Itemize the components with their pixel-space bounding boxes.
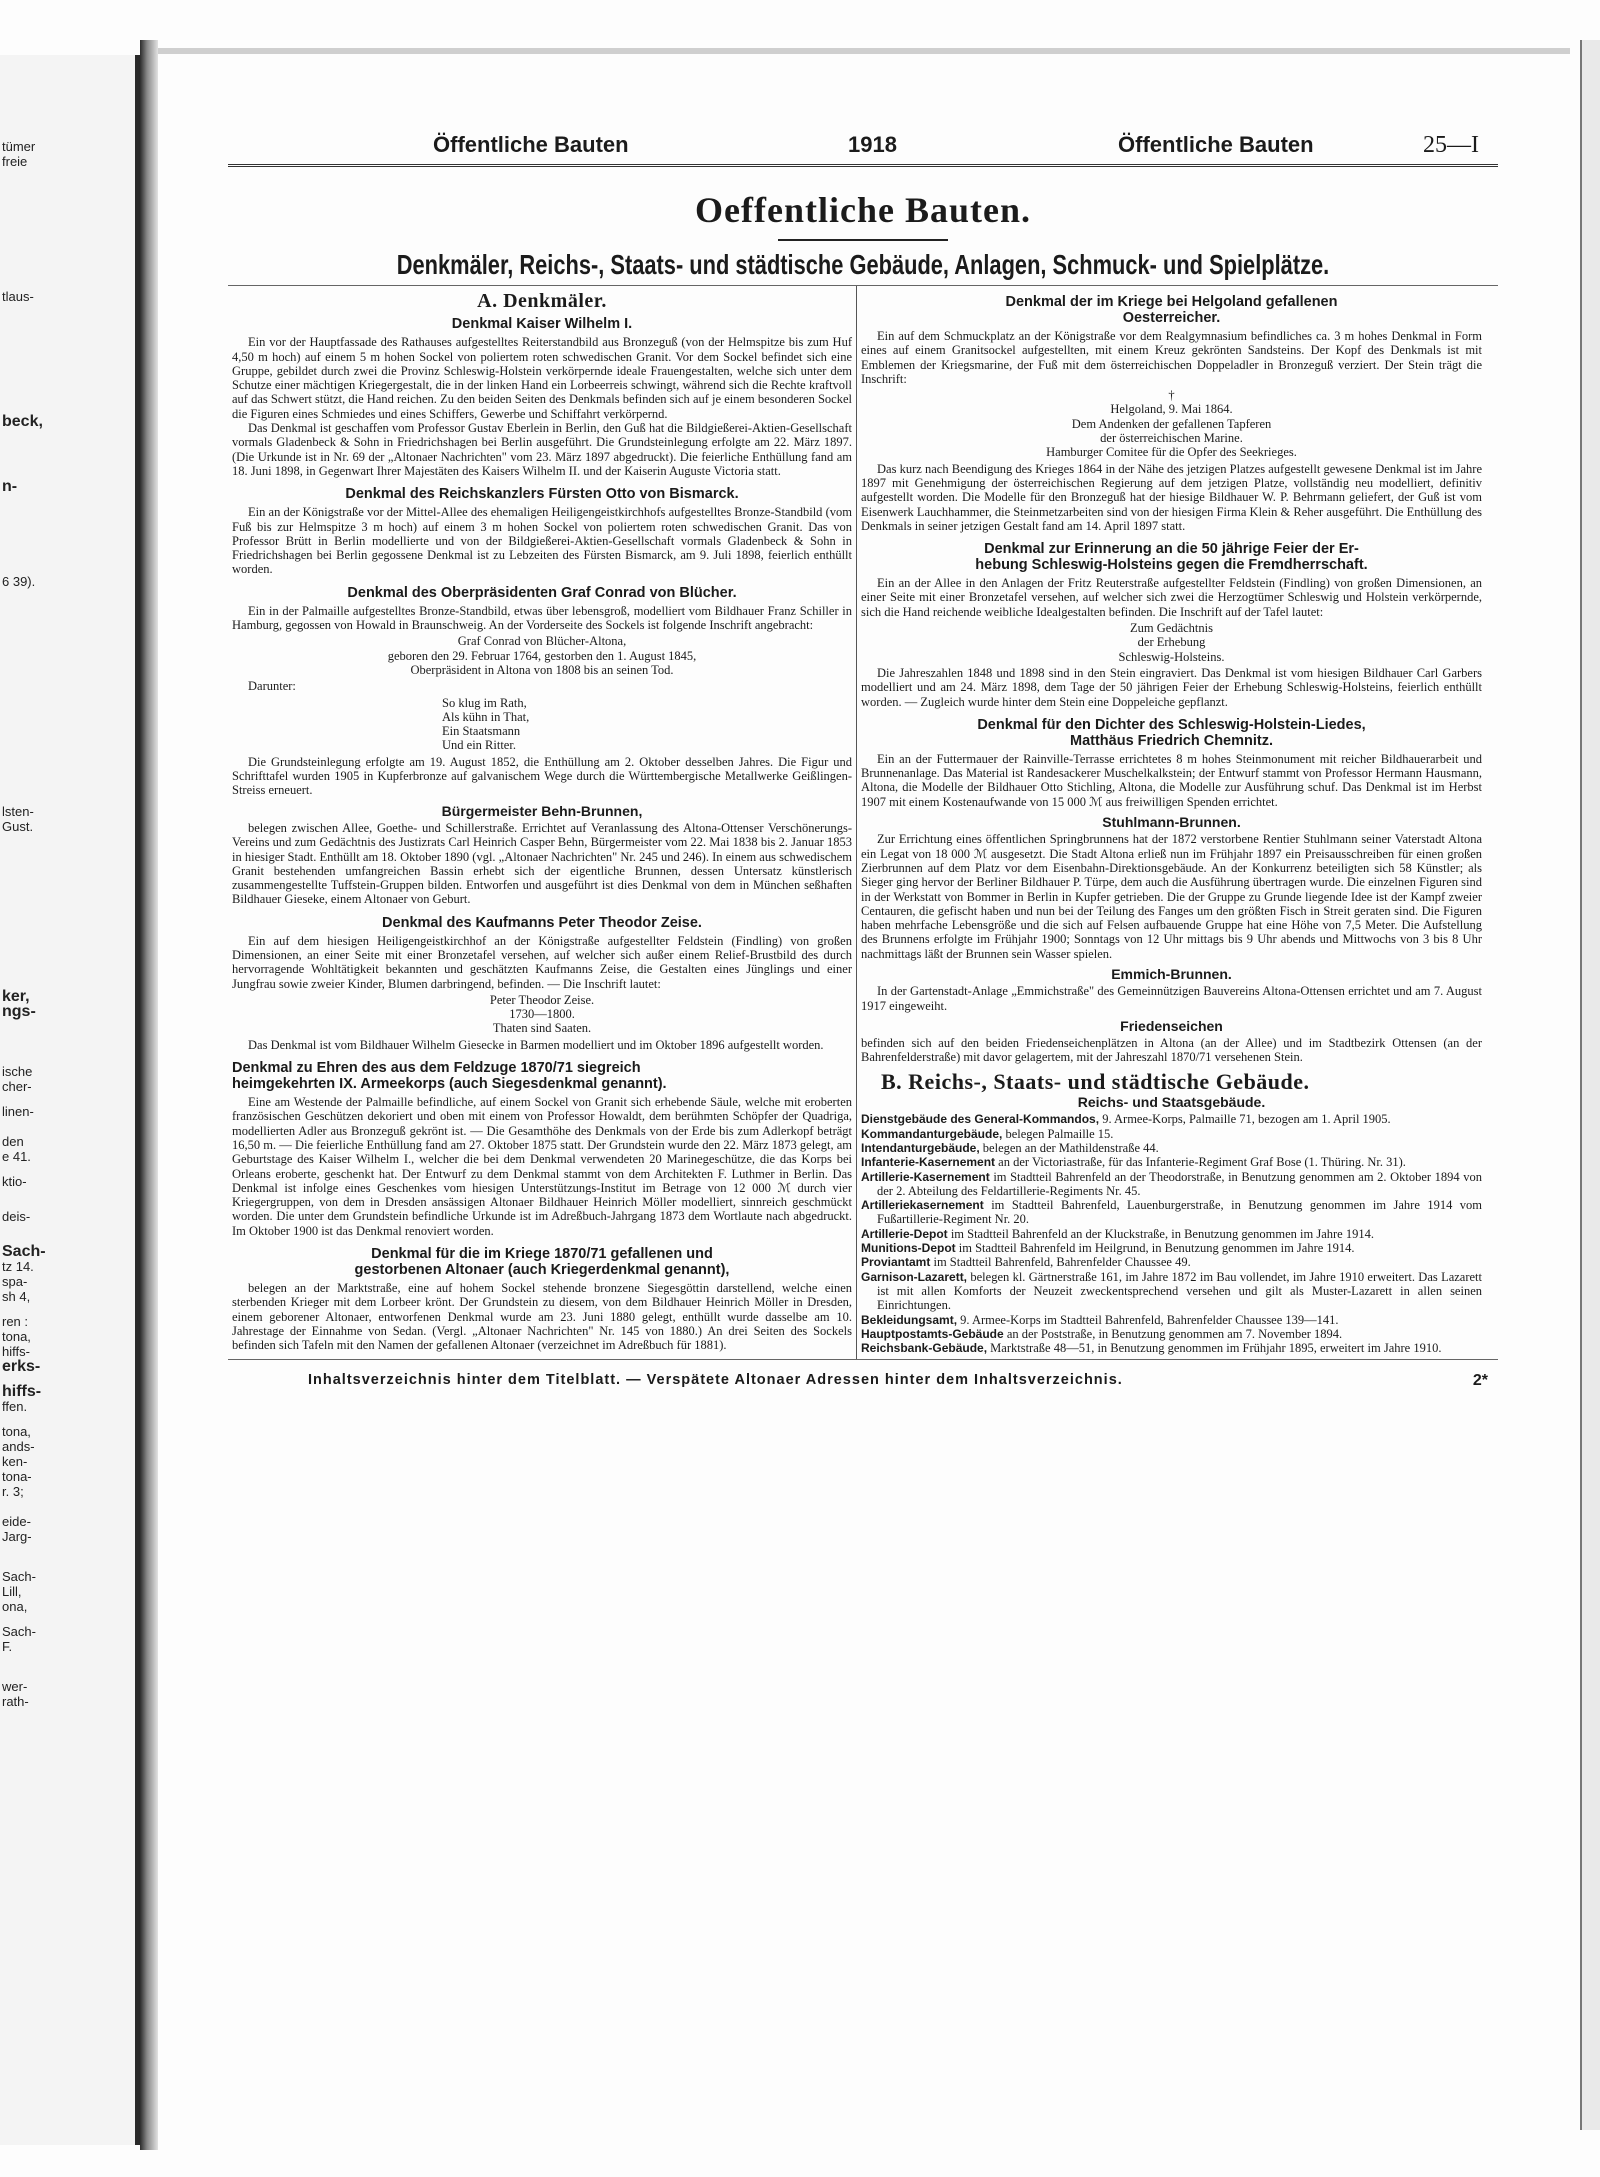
running-header	[228, 120, 1498, 167]
page-number: 25—I	[1423, 132, 1479, 158]
margin-fragment: n-	[2, 478, 18, 495]
page-title: Oeffentliche Bauten.	[695, 190, 1031, 230]
entry-name: Proviantamt	[861, 1255, 931, 1270]
paragraph: Ein in der Palmaille aufgestelltes Bronze-Standbild, etwas über lebensgroß, modelliert vom Bildhauer Franz Schiller in Hamburg, gegossen von Howald in Braunschweig. An der Vorderseite des Sockels ist folgende Inschrift angebracht:	[232, 603, 852, 633]
entry-text: belegen an der Mathildenstraße 44.	[982, 1140, 1159, 1155]
margin-fragment: ona,	[2, 1599, 28, 1614]
entry-text: im Stadtteil Bahrenfeld an der Theodorstraße, in Benutzung genommen am 2. Oktober 1894 von der 2. Abteilung des Feldartillerie-Regiments Nr. 45.	[877, 1169, 1482, 1198]
article-heading: Denkmal des Oberpräsidenten Graf Conrad von Blücher.	[347, 584, 737, 601]
page-edge	[1580, 40, 1600, 2130]
paragraph: Zur Errichtung eines öffentlichen Springbrunnens hat der 1872 verstorbene Rentier Stuhlmann seiner Vaterstadt Altona ein Legat von 18 000 ℳ ausgesetzt. Die Stadt Altona erließ nun im Frühjahr 1897 ein Preisausschreiben für einen großen Zierbrunnen auf dem Platz vor dem Eisenbahn-Direktionsgebäude. An der Konkurrenz beteiligten sich 58 Künstler; als Sieger ging hervor der Berliner Bildhauer P. Türpe, dem auch die Ausführung übertragen wurde. Die einzelnen Figuren sind in der Werkstatt von Bommer in Berlin in Kupfer getrieben. Die der Gruppe zu Grunde liegende Idee ist der Kampf zweier Centauren, die gefischt haben und nun bei der Teilung des Fanges um den größten Fisch in Streit geraten sind. Die Figuren haben mehrfache Lebensgröße und die sich auf Felsen aufbauende Gruppe hat eine Höhe von 7,5 Meter. Die Aufstellung des Brunnens erfolgte im Frühjahr 1900; Sonntags von 12 Uhr mittags bis 9 Uhr abends und Mittwochs von 3 bis 8 Uhr nachmittags läßt der Brunnen sein Wasser spielen.	[861, 832, 1482, 961]
list-item	[861, 1341, 1482, 1355]
margin-fragment: erks-	[2, 1358, 41, 1375]
paragraph: Ein auf dem hiesigen Heiligengeistkirchhof an der Königstraße aufgestellter Feldstein (Findling) von großen Dimensionen, an einer Seite mit einer Bronzetafel versehen, auf welcher sich außer einem Relief-Brustbild des durch hervorragende Wohltätigkeit bekannten und geschätzten Kaufmanns Zeise, die Gestalten eines Jünglings und einer Jungfrau sowie zweier Kinder, Blumen darbringend, befinden. — Die Inschrift lautet:	[232, 933, 852, 991]
margin-fragment: tona-	[2, 1469, 32, 1484]
heading-line: Matthäus Friedrich Chemnitz.	[1069, 732, 1274, 749]
entry-name: Kommandanturgebäude,	[861, 1126, 1003, 1141]
paragraph: Die Grundsteinlegung erfolgte am 19. August 1852, die Enthüllung am 2. Oktober desselben Jahres. Die Figur und Schrifttafel wurden 1905 in Kupferbronze auf galvanischem Wege durch die Württembergische Metallwerke Geißlingen-Streiss erneuert.	[232, 754, 852, 798]
inscription-line: So klug im Rath,	[442, 695, 527, 710]
margin-fragment: lsten-	[2, 804, 34, 819]
list-item	[861, 1313, 1482, 1327]
margin-fragment: Sach-	[2, 1624, 36, 1639]
page-content	[228, 120, 1498, 1396]
margin-fragment: freie	[2, 154, 28, 169]
paragraph: Das Denkmal ist geschaffen vom Professor Gustav Eberlein in Berlin, den Guß hat die Bildgießerei-Aktien-Gesellschaft vormals Gladenbeck & Sohn in Friedrichshagen bei Berlin ausgeführt. Die Grundsteinlegung erfolgte am 22. März 1897. (Die Urkunde ist in Nr. 69 der „Altonaer Nachrichten" vom 23. März 1897 abgedruckt). Die feierliche Enthüllung fand am 18. Juni 1898, in Gegenwart Ihrer Majestäten des Kaisers Wilhelm II. und der Kaiserin Auguste Victoria statt.	[232, 421, 852, 478]
entry-name: Munitions-Depot	[861, 1241, 956, 1256]
list-item	[861, 1155, 1482, 1169]
entry-text: im Stadtteil Bahrenfeld, Lauenburgerstraße, in Benutzung genommen im Jahre 1914 vom Fußartillerie-Regiment Nr. 20.	[877, 1198, 1483, 1227]
entry-name: Garnison-Lazarett,	[861, 1269, 968, 1284]
title-rule	[778, 239, 948, 241]
entry-name: Artillerie-Kasernement	[861, 1169, 990, 1184]
inscription-line: Peter Theodor Zeise.	[489, 992, 595, 1007]
margin-fragment: linen-	[2, 1104, 34, 1119]
article-heading	[861, 717, 1482, 749]
paragraph: Ein an der Allee in den Anlagen der Fritz Reuterstraße aufgestellter Feldstein (Findling) von großen Dimensionen, an einer Seite mit einer Bronzetafel versehen, auf welcher sich zwei die Herzogtümer Schleswig und Holstein verkörpernde, sich die Hand reichende weibliche Idealgestalten befinden. Die Inschrift auf der Tafel lautet:	[861, 576, 1482, 619]
header-left: Öffentliche Bauten	[433, 132, 629, 157]
list-item	[861, 1127, 1482, 1141]
page-subtitle: Denkmäler, Reichs-, Staats- und städtische Gebäude, Anlagen, Schmuck- und Spielplätze.	[396, 249, 1330, 280]
list-item	[861, 1198, 1482, 1227]
heading-line: Denkmal zur Erinnerung an die 50 jährige Feier der Er-	[984, 541, 1359, 558]
margin-fragment: hiffs-	[2, 1383, 42, 1400]
inscription	[232, 696, 852, 753]
list-item	[861, 1270, 1482, 1313]
margin-fragment: rath-	[2, 1694, 29, 1709]
paragraph: Das Denkmal ist vom Bildhauer Wilhelm Giesecke in Barmen modelliert und im Oktober 1896 aufgestellt worden.	[248, 1037, 824, 1052]
article-heading	[861, 294, 1482, 326]
margin-fragment: Lill,	[2, 1584, 22, 1599]
margin-fragment: deis-	[2, 1209, 31, 1224]
list-item	[861, 1327, 1482, 1341]
margin-fragment: beck,	[2, 413, 43, 430]
inscription	[232, 993, 852, 1036]
entry-name: Dienstgebäude des General-Kommandos,	[861, 1112, 1100, 1127]
inscription-line: Hamburger Comitee für die Opfer des Seekrieges.	[1046, 445, 1297, 460]
inscription-line: Als kühn in That,	[442, 709, 530, 724]
list-item	[861, 1227, 1482, 1241]
inscription-line: geboren den 29. Februar 1764, gestorben den 1. August 1845,	[387, 648, 697, 663]
inscription-line: Dem Andenken der gefallenen Tapferen	[1071, 416, 1272, 431]
paragraph: Ein an der Königstraße vor der Mittel-Allee des ehemaligen Heiligengeistkirchhofs aufgestelltes Bronze-Standbild (vom Fuß bis zur Helmspitze 3 m hoch) auf einem 3 m hohen Sockel von poliertem roten schwedischen Granit. Das von Professor Brütt in Berlin modellierte und von der Bildgießerei-Aktien-Gesellschaft vormals Gladenbeck & Sohn in Friedrichshagen bei Berlin gegossene Denkmal ist zu Lebzeiten des Fürsten Bismarck, am 9. Juli 1898, feierlich enthüllt worden.	[232, 505, 852, 577]
paragraph: Die Jahreszahlen 1848 und 1898 sind in den Stein eingraviert. Das Denkmal ist vom hiesigen Bildhauer Carl Garbers modelliert und am 24. März 1898, dem Tage der 50 jährigen Feier der Erhebung Schleswig-Holsteins, feierlich enthüllt worden. — Zugleich wurde hinter dem Stein eine Doppeleiche gepflanzt.	[861, 665, 1482, 709]
inscription-line: Und ein Ritter.	[442, 738, 516, 753]
margin-fragment: tlaus-	[2, 289, 34, 304]
margin-fragment: tona,	[2, 1329, 31, 1344]
building-list	[861, 1112, 1482, 1355]
list-item	[861, 1255, 1482, 1269]
paragraph: belegen an der Marktstraße, eine auf hohem Sockel stehende bronzene Siegesgöttin darstellend, welche einen sterbenden Krieger mit dem Lorbeer krönt. Der Grundstein zu diesem, von dem Bildhauer Heinrich Möller in Dresden, einem geborener Altonaer, entworfenen Denkmal wurde am 23. Juni 1880 gelegt, enthüllt wurde dasselbe am 10. Jahrestage der Einnahme von Sedan. (Vergl. „Altonaer Nachrichten" Nr. 145 von 1880.) An drei Seiten des Sockels befinden sich Tafeln mit den Namen der gefallenen Altonaer (verzeichnet im Adreßbuch für 1881).	[232, 1281, 852, 1353]
heading-line: Denkmal zu Ehren des aus dem Feldzuge 1870/71 siegreich	[232, 1060, 641, 1077]
left-column	[228, 286, 857, 1359]
inscription-line: Zum Gedächtnis	[1130, 621, 1213, 636]
previous-page-strip	[0, 55, 140, 2145]
margin-fragment: hiffs-	[2, 1344, 30, 1359]
margin-fragment: cher-	[2, 1079, 32, 1094]
margin-fragment: ische	[2, 1064, 33, 1079]
inscription-line: der Erhebung	[1137, 635, 1206, 650]
inscription-line: Graf Conrad von Blücher-Altona,	[457, 634, 627, 649]
entry-text: im Stadtteil Bahrenfeld an der Kluckstraße, in Benutzung genommen im Jahre 1914.	[950, 1226, 1374, 1241]
margin-fragment: tona,	[2, 1424, 31, 1439]
inscription-line: der österreichischen Marine.	[1100, 431, 1243, 446]
entry-name: Artilleriekasernement	[861, 1198, 984, 1213]
entry-text: belegen kl. Gärtnerstraße 161, im Jahre 1872 im Bau vollendet, im Jahre 1910 erweitert. Das Lazarett ist mit allen Komforts der Neuzeit zweckentsprechend versehen und gilt als Muster-Lazarett in allen seinen Einrichtungen.	[877, 1269, 1483, 1313]
heading-line: hebung Schleswig-Holsteins gegen die Fremdherrschaft.	[975, 557, 1368, 574]
section-heading: A. Denkmäler.	[477, 290, 607, 312]
paragraph: Ein auf dem Schmuckplatz an der Königstraße vor dem Realgymnasium befindliches ca. 3 m hohes Denkmal in Form eines auf einem Granitsockel aufgestellten, mit einem Kreuz gekrönten Sandsteins. Der Kopf des Denkmals ist mit Emblemen der Kriegsmarine, der Fuß mit dem österreichischen Doppeladler in Bronzeguß verziert. Der Stein trägt die Inschrift:	[861, 329, 1482, 386]
heading-line: Denkmal der im Kriege bei Helgoland gefallenen	[1005, 294, 1338, 310]
margin-fragment: Gust.	[2, 819, 34, 834]
entry-text: im Stadtteil Bahrenfeld im Heilgrund, in Benutzung genommen im Jahre 1914.	[958, 1241, 1355, 1256]
margin-fragment: r. 3;	[2, 1484, 24, 1499]
paragraph: belegen zwischen Allee, Goethe- und Schillerstraße. Errichtet auf Veranlassung des Altona-Ottenser Verschönerungs-Vereins und zum Gedächtnis des Justizrats Carl Heinrich Casper Behn, Bürgermeister vom 22. Mai 1838 bis 2. Januar 1853 in hiesiger Stadt. Enthüllt am 18. Oktober 1890 (vgl. „Altonaer Nachrichten" Nr. 245 und 246). In einem aus schwedischem Granit bestehenden umfangreichen Bassin erhebt sich der eigentliche Brunnen, dessen Untersatz künstlerisch zusammengestellte Tuffstein-Gruppen bilden. Entworfen und ausgeführt ist dies Denkmal von dem in München seßhaften Bildhauer Gieseke, einem Altonaer von Geburt.	[232, 820, 852, 907]
entry-name: Artillerie-Depot	[861, 1226, 948, 1241]
margin-fragment: wer-	[2, 1679, 28, 1694]
footer-note: Inhaltsverzeichnis hinter dem Titelblatt. — Verspätete Altonaer Adressen hinter dem Inhaltsverzeichnis.	[308, 1372, 1123, 1389]
inscription	[861, 621, 1482, 664]
paragraph: Eine am Westende der Palmaille befindliche, auf einem Sockel von Granit sich erhebende Säule, welche mit eroberten französischen Geschützen dekoriert und oben mit einem von Professor Howaldt, dem berühmten Schöpfer der Quadriga, modellierten Adler aus Bronzeguß gekrönt ist. — Die Gesamthöhe des Denkmals von der Erde bis zum Adlerkopf beträgt 16,50 m. — Die feierliche Enthüllung fand am 27. Oktober 1875 statt. Der Grundstein wurde den 22. März 1873 gelegt, am Geburtstage des Kaiser Wilhelm I., welcher die bei dem Denkmal verwendeten 20 Marinegeschütze, die das Korps bei Orleans eroberte, geschenkt hat. Der Entwurf zu dem Denkmal stammt von dem Architekten F. Luthmer in Berlin. Das Denkmal ist infolge eines Geschenkes vom hiesigen Unterstützungs-Institut im Betrage von 12 000 ℳ durch vier Kriegergruppen, von dem in Dresden ansässigen Altonaer Bildhauer Heinrich Möller modelliert, sinnreich geschmückt worden. Die unter dem Grundstein befindliche Urkunde ist im Adreßbuch-Jahrgang 1873 dem Wortlaute nach abgedruckt. Im Oktober 1900 ist das Denkmal renoviert worden.	[232, 1095, 852, 1238]
top-edge	[150, 48, 1570, 54]
paragraph: Das kurz nach Beendigung des Krieges 1864 in der Nähe des jetzigen Platzes aufgestellt gewesene Denkmal ist im Jahre 1897 mit Genehmigung der österreichischen Regierung auf dem jetzigen Platze, vollständig neu modelliert, definitiv aufgestellt worden. Die Modelle für den Bronzeguß hat der hiesige Bildhauer W. P. Behrmann geliefert, der Guß ist vom Eisenwerk Lauchhammer, die Steinmetzarbeiten sind von der hiesigen Firma Klein & Reher ausgeführt. Die Enthüllung des Denkmals in seiner jetzigen Gestalt fand am 14. April 1897 statt.	[861, 461, 1482, 533]
entry-name: Bekleidungsamt,	[861, 1312, 958, 1327]
heading-line: Denkmal für die im Kriege 1870/71 gefallenen und	[371, 1246, 713, 1263]
article-heading: Bürgermeister Behn-Brunnen,	[441, 802, 643, 819]
margin-fragment: sh 4,	[2, 1289, 31, 1304]
page-footer	[228, 1366, 1498, 1396]
inscription-line: Ein Staatsmann	[442, 724, 521, 739]
margin-fragment: ktio-	[2, 1174, 27, 1189]
header-right: Öffentliche Bauten	[1118, 132, 1314, 157]
margin-fragment: tz 14.	[2, 1259, 34, 1274]
header-year: 1918	[848, 132, 897, 157]
margin-fragment: ffen.	[2, 1399, 28, 1414]
margin-fragment: ker,	[2, 988, 30, 1005]
list-item	[861, 1112, 1482, 1126]
margin-fragment: ken-	[2, 1454, 28, 1469]
entry-name: Reichsbank-Gebäude,	[861, 1341, 988, 1356]
article-heading: Stuhlmann-Brunnen.	[1102, 814, 1241, 831]
paragraph: In der Gartenstadt-Anlage „Emmichstraße" des Gemeinnützigen Bauvereins Altona-Ottensen errichtet und am 7. August 1917 eingeweiht.	[861, 984, 1482, 1013]
margin-fragment: spa-	[2, 1274, 28, 1289]
signature-mark: 2*	[1472, 1372, 1488, 1390]
entry-name: Intendanturgebäude,	[861, 1140, 980, 1155]
heading-line: heimgekehrten IX. Armeekorps (auch Siegesdenkmal genannt).	[232, 1076, 667, 1093]
margin-fragment: eide-	[2, 1514, 31, 1529]
paragraph: Ein an der Futtermauer der Rainville-Terrasse errichtetes 8 m hohes Steinmonument mit reicher Bildhauerarbeit und Brunnenanlage. Das Material ist Randesackerer Muschelkalkstein; der Entwurf stammt von Professor Hermann Hausmann, Altona, die Modelle der Bildhauer Otto Stichling, Altona, die Modelle zur Ausführung schuf. Das Denkmal ist im Herbst 1907 mit einem Kostenaufwande von 15 000 ℳ aus freiwilligen Spenden errichtet.	[861, 751, 1482, 809]
paragraph: befinden sich auf den beiden Friedenseichenplätzen in Altona (an der Allee) und im Stadtbezirk Ottensen (an der Bahrenfelderstraße) mit davor gelagertem, mit der Jahreszahl 1870/71 versehenen Stein.	[861, 1036, 1482, 1065]
entry-text: 9. Armee-Korps im Stadtteil Bahrenfeld, Bahrenfelder Chaussee 139—141.	[960, 1312, 1339, 1327]
margin-fragment: den	[2, 1134, 24, 1149]
entry-text: an der Poststraße, in Benutzung genommen am 7. November 1894.	[1006, 1326, 1343, 1341]
article-heading: Friedenseichen	[1120, 1017, 1223, 1034]
book-gutter	[140, 40, 158, 2150]
inscription	[861, 388, 1482, 459]
margin-fragment: 6 39).	[2, 574, 36, 589]
entry-text: im Stadtteil Bahrenfeld, Bahrenfelder Chaussee 49.	[933, 1255, 1191, 1270]
section-heading: B. Reichs-, Staats- und städtische Gebäude.	[881, 1068, 1310, 1094]
margin-fragment: tümer	[2, 139, 36, 154]
margin-fragment: e 41.	[2, 1149, 31, 1164]
cross-glyph: †	[1168, 388, 1175, 403]
margin-fragment: Sach-	[2, 1569, 36, 1584]
inscription-label: Darunter:	[248, 679, 296, 694]
margin-fragment: ands-	[2, 1439, 35, 1454]
subsection-heading: Reichs- und Staatsgebäude.	[1077, 1094, 1266, 1111]
entry-name: Hauptpostamts-Gebäude	[861, 1326, 1004, 1341]
entry-text: belegen Palmaille 15.	[1005, 1126, 1114, 1141]
article-heading: Denkmal des Reichskanzlers Fürsten Otto von Bismarck.	[345, 486, 739, 503]
article-heading	[232, 1060, 852, 1092]
heading-line: gestorbenen Altonaer (auch Kriegerdenkmal genannt),	[354, 1262, 730, 1279]
list-item	[861, 1141, 1482, 1155]
inscription-line: Helgoland, 9. Mai 1864.	[1110, 402, 1233, 417]
margin-fragment: F.	[2, 1639, 13, 1654]
inscription-line: Thaten sind Saaten.	[492, 1021, 592, 1036]
list-item	[861, 1241, 1482, 1255]
margin-fragment: Jarg-	[2, 1529, 32, 1544]
margin-fragment: ngs-	[2, 1003, 36, 1020]
entry-text: an der Victoriastraße, für das Infanterie-Regiment Graf Bose (1. Thüring. Nr. 31).	[998, 1155, 1406, 1170]
inscription-line: Schleswig-Holsteins.	[1118, 649, 1225, 664]
heading-line: Oesterreicher.	[1122, 310, 1221, 326]
two-column-body	[228, 285, 1498, 1360]
margin-fragment: ren :	[2, 1314, 29, 1329]
article-heading: Denkmal des Kaufmanns Peter Theodor Zeise.	[382, 914, 702, 931]
list-item	[861, 1170, 1482, 1199]
inscription	[232, 634, 852, 677]
article-heading: Emmich-Brunnen.	[1111, 965, 1232, 982]
entry-text: 9. Armee-Korps, Palmaille 71, bezogen am 1. April 1905.	[1102, 1112, 1391, 1127]
article-heading	[232, 1246, 852, 1278]
margin-fragment: Sach-	[2, 1243, 46, 1260]
article-heading	[861, 541, 1482, 573]
inscription-line: Oberpräsident in Altona von 1808 bis an seinen Tod.	[410, 662, 674, 677]
right-column	[857, 286, 1486, 1359]
paragraph: Ein vor der Hauptfassade des Rathauses aufgestelltes Reiterstandbild aus Bronzeguß (von der Helmspitze bis zum Huf 4,50 m hoch) auf einem 5 m hohen Sockel von poliertem roten schwedischen Granit. Vor dem Sockel befindet sich eine Gruppe, gebildet durch zwei die Provinz Schleswig-Holstein verkörpernde ideale Frauengestalten, welche sich unter dem Schutze einer mächtigen Kriegergestalt, die in der linken Hand ein Lorbeerreis schwingt, während sich die Rechte kraftvoll auf das Schwert stützt, die Hand reichen. Zu den beiden Seiten des Denkmals befinden sich auf je einem besonderen Sockel die Figuren eines Schmiedes und eines Schiffers, Gewerbe und Schiffahrt verkörpernd.	[232, 335, 852, 421]
entry-text: Marktstraße 48—51, in Benutzung genommen im Frühjahr 1895, erweitert im Jahre 1910.	[990, 1341, 1442, 1356]
entry-name: Infanterie-Kasernement	[861, 1155, 996, 1170]
article-heading: Denkmal Kaiser Wilhelm I.	[451, 316, 633, 333]
inscription-line: 1730—1800.	[509, 1007, 575, 1022]
heading-line: Denkmal für den Dichter des Schleswig-Holstein-Liedes,	[977, 716, 1366, 733]
